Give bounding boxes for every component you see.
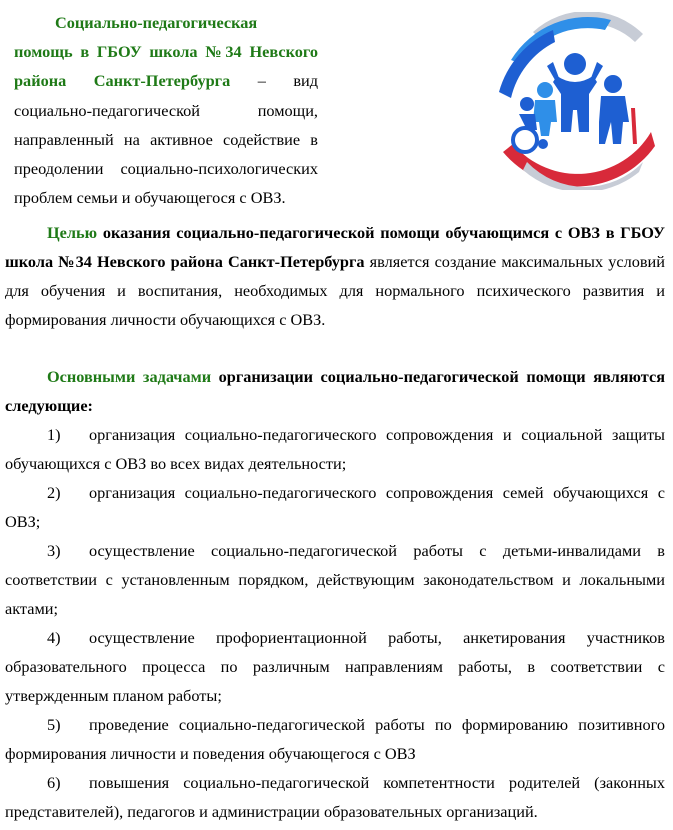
list-item-text: осуществление профориентационной работы, анкетирования участников образовательного процесса по различным направлениям работы, в соответствии с утвержденным планом работы; [5, 628, 665, 705]
list-item [5, 536, 665, 623]
intro-title-line-1: Социально-педагогическая [55, 13, 258, 32]
list-item-number: 2) [47, 483, 61, 502]
list-item-number: 5) [47, 715, 61, 734]
goal-paragraph [5, 218, 665, 334]
list-item [5, 420, 665, 478]
list-item-text: проведение социально-педагогической работы по формированию позитивного формирования личности и поведения обучающегося с ОВЗ [5, 715, 665, 763]
list-item-text: организация социально-педагогического сопровождения семей обучающихся с ОВЗ; [5, 483, 665, 531]
list-item [5, 768, 665, 826]
tasks-keyword: Основными задачами [47, 367, 212, 386]
goal-bold-text: оказания социально-педагогической помощи обучающимся с ОВЗ в ГБОУ школа №34 Невского района Санкт-Петербурга [5, 223, 665, 271]
intro-title-line-2: помощь в ГБОУ школа №34 Невского [14, 42, 318, 62]
intro-text: – вид социально-педагогической помощи, направленный на активное содействие в преодолении социально-психологических проблем семьи и обучающегося с ОВЗ. [14, 71, 318, 208]
tasks-bold-text: организации социально-педагогической помощи являются следующие: [5, 367, 666, 415]
family-people-icon [493, 12, 658, 190]
list-item-number: 3) [47, 541, 61, 560]
tasks-section [5, 362, 665, 826]
list-item-text: организация социально-педагогического сопровождения и социальной защиты обучающихся с ОВЗ во всех видах деятельности; [5, 425, 665, 473]
list-item [5, 623, 665, 710]
list-item-number: 4) [47, 628, 61, 647]
goal-text: является создание максимальных условий для обучения и воспитания, необходимых для нормального психического развития и формирования личности обучающихся с ОВЗ. [5, 252, 665, 329]
list-item [5, 478, 665, 536]
tasks-list [5, 420, 665, 826]
list-item [5, 710, 665, 768]
intro-paragraph [14, 8, 318, 212]
intro-title-line-3: района Санкт-Петербурга [14, 71, 231, 91]
list-item-text: осуществление социально-педагогической работы с детьми-инвалидами в соответствии с установленным порядком, действующим законодательством и локальными актами; [5, 541, 665, 618]
list-item-number: 6) [47, 773, 61, 792]
goal-keyword: Целью [47, 223, 98, 242]
list-item-text: повышения социально-педагогической компетентности родителей (законных представителей), педагогов и администрации образовательных организаций. [5, 773, 665, 821]
list-item-number: 1) [47, 425, 61, 444]
